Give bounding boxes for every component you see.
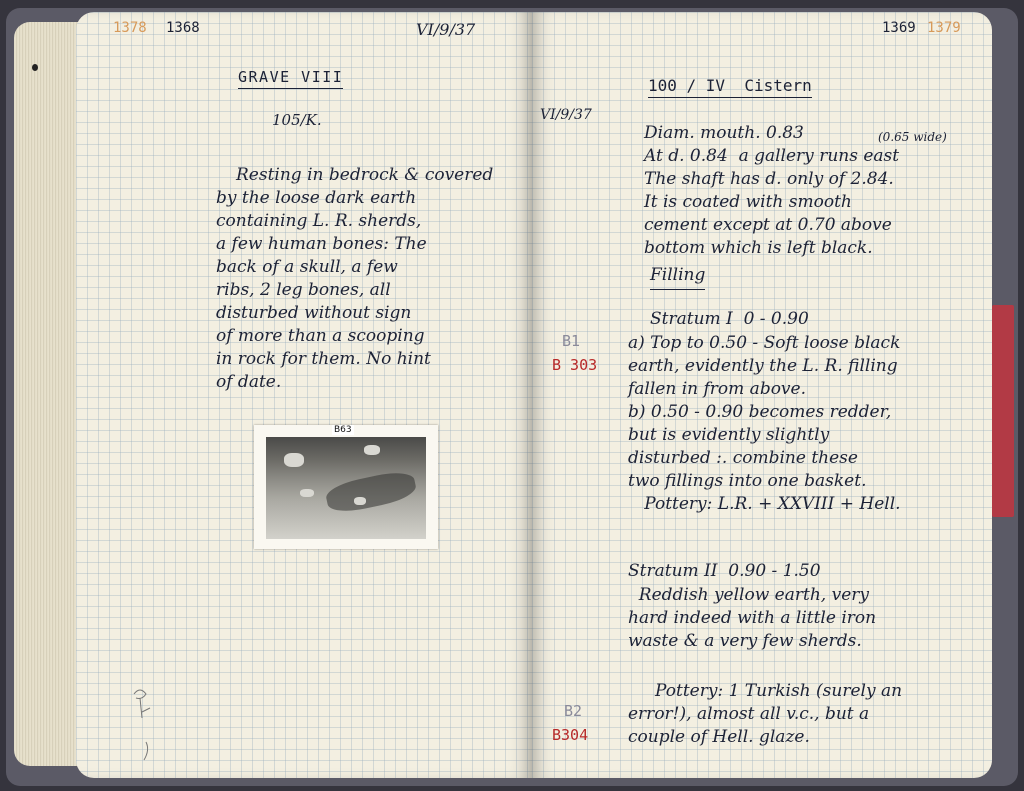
- photo-image: [266, 437, 426, 539]
- stratum1-line: two fillings into one basket.: [628, 471, 867, 491]
- left-body-line: a few human bones: The: [216, 234, 427, 254]
- gallery-width-note: (0.65 wide): [878, 130, 947, 144]
- stratum1-line: disturbed :. combine these: [628, 448, 858, 468]
- left-body-line: ribs, 2 leg bones, all: [216, 280, 391, 300]
- left-heading: GRAVE VIII: [238, 68, 343, 89]
- stratum2-line: hard indeed with a little iron: [628, 608, 877, 628]
- pottery-line: error!), almost all v.c., but a: [628, 704, 870, 724]
- pottery-line: Pottery: 1 Turkish (surely an: [628, 681, 903, 701]
- right-old-page-number: 1379: [927, 20, 961, 36]
- stratum1-heading: Stratum I 0 - 0.90: [650, 309, 809, 329]
- left-body-line: of more than a scooping: [216, 326, 425, 346]
- bookmark-ribbon: [992, 305, 1014, 517]
- margin-b2: B2: [564, 702, 583, 720]
- left-body-line: in rock for them. No hint: [216, 349, 431, 369]
- stratum1-line: Pottery: L.R. + XXVIII + Hell.: [628, 494, 901, 514]
- stratum1-line: a) Top to 0.50 - Soft loose black: [628, 333, 901, 353]
- left-page: [76, 12, 532, 778]
- right-page: [532, 12, 992, 778]
- margin-b1: B1: [562, 332, 581, 350]
- filling-heading: Filling: [650, 264, 705, 290]
- left-body-line: Resting in bedrock & covered: [236, 165, 494, 185]
- left-ref: 105/K.: [272, 111, 322, 129]
- left-page-date: VI/9/37: [416, 20, 476, 39]
- left-body-line: disturbed without sign: [216, 303, 412, 323]
- photo-label: B63: [334, 425, 352, 435]
- pencil-sketch: [126, 682, 166, 772]
- margin-b304: B304: [552, 726, 589, 744]
- stratum2-line: waste & a very few sherds.: [628, 631, 862, 651]
- cistern-line: The shaft has d. only of 2.84.: [644, 169, 894, 189]
- left-old-page-number: 1378: [113, 20, 147, 36]
- stratum2-line: Reddish yellow earth, very: [628, 585, 869, 605]
- stratum1-line: earth, evidently the L. R. filling: [628, 356, 898, 376]
- left-body-line: by the loose dark earth: [216, 188, 417, 208]
- left-page-number: 1368: [166, 20, 200, 36]
- right-page-number: 1369: [882, 20, 916, 36]
- left-body-line: containing L. R. sherds,: [216, 211, 422, 231]
- left-body-line: back of a skull, a few: [216, 257, 398, 277]
- cistern-line: cement except at 0.70 above: [644, 215, 892, 235]
- cistern-line: bottom which is left black.: [644, 238, 873, 258]
- stratum1-line: but is evidently slightly: [628, 425, 830, 445]
- right-page-date: VI/9/37: [540, 107, 592, 123]
- site-photo: [254, 425, 438, 549]
- right-heading: 100 / IV Cistern: [648, 76, 812, 98]
- pottery-line: couple of Hell. glaze.: [628, 727, 810, 747]
- left-body-line: of date.: [216, 372, 282, 392]
- ink-dot: [32, 64, 38, 71]
- cistern-line: It is coated with smooth: [644, 192, 852, 212]
- cistern-line: At d. 0.84 a gallery runs east: [644, 146, 900, 166]
- stratum1-line: fallen in from above.: [628, 379, 807, 399]
- margin-b303: B 303: [552, 356, 598, 374]
- stratum1-line: b) 0.50 - 0.90 becomes redder,: [628, 402, 892, 422]
- cistern-line: Diam. mouth. 0.83: [644, 123, 804, 143]
- stratum2-heading: Stratum II 0.90 - 1.50: [628, 561, 821, 581]
